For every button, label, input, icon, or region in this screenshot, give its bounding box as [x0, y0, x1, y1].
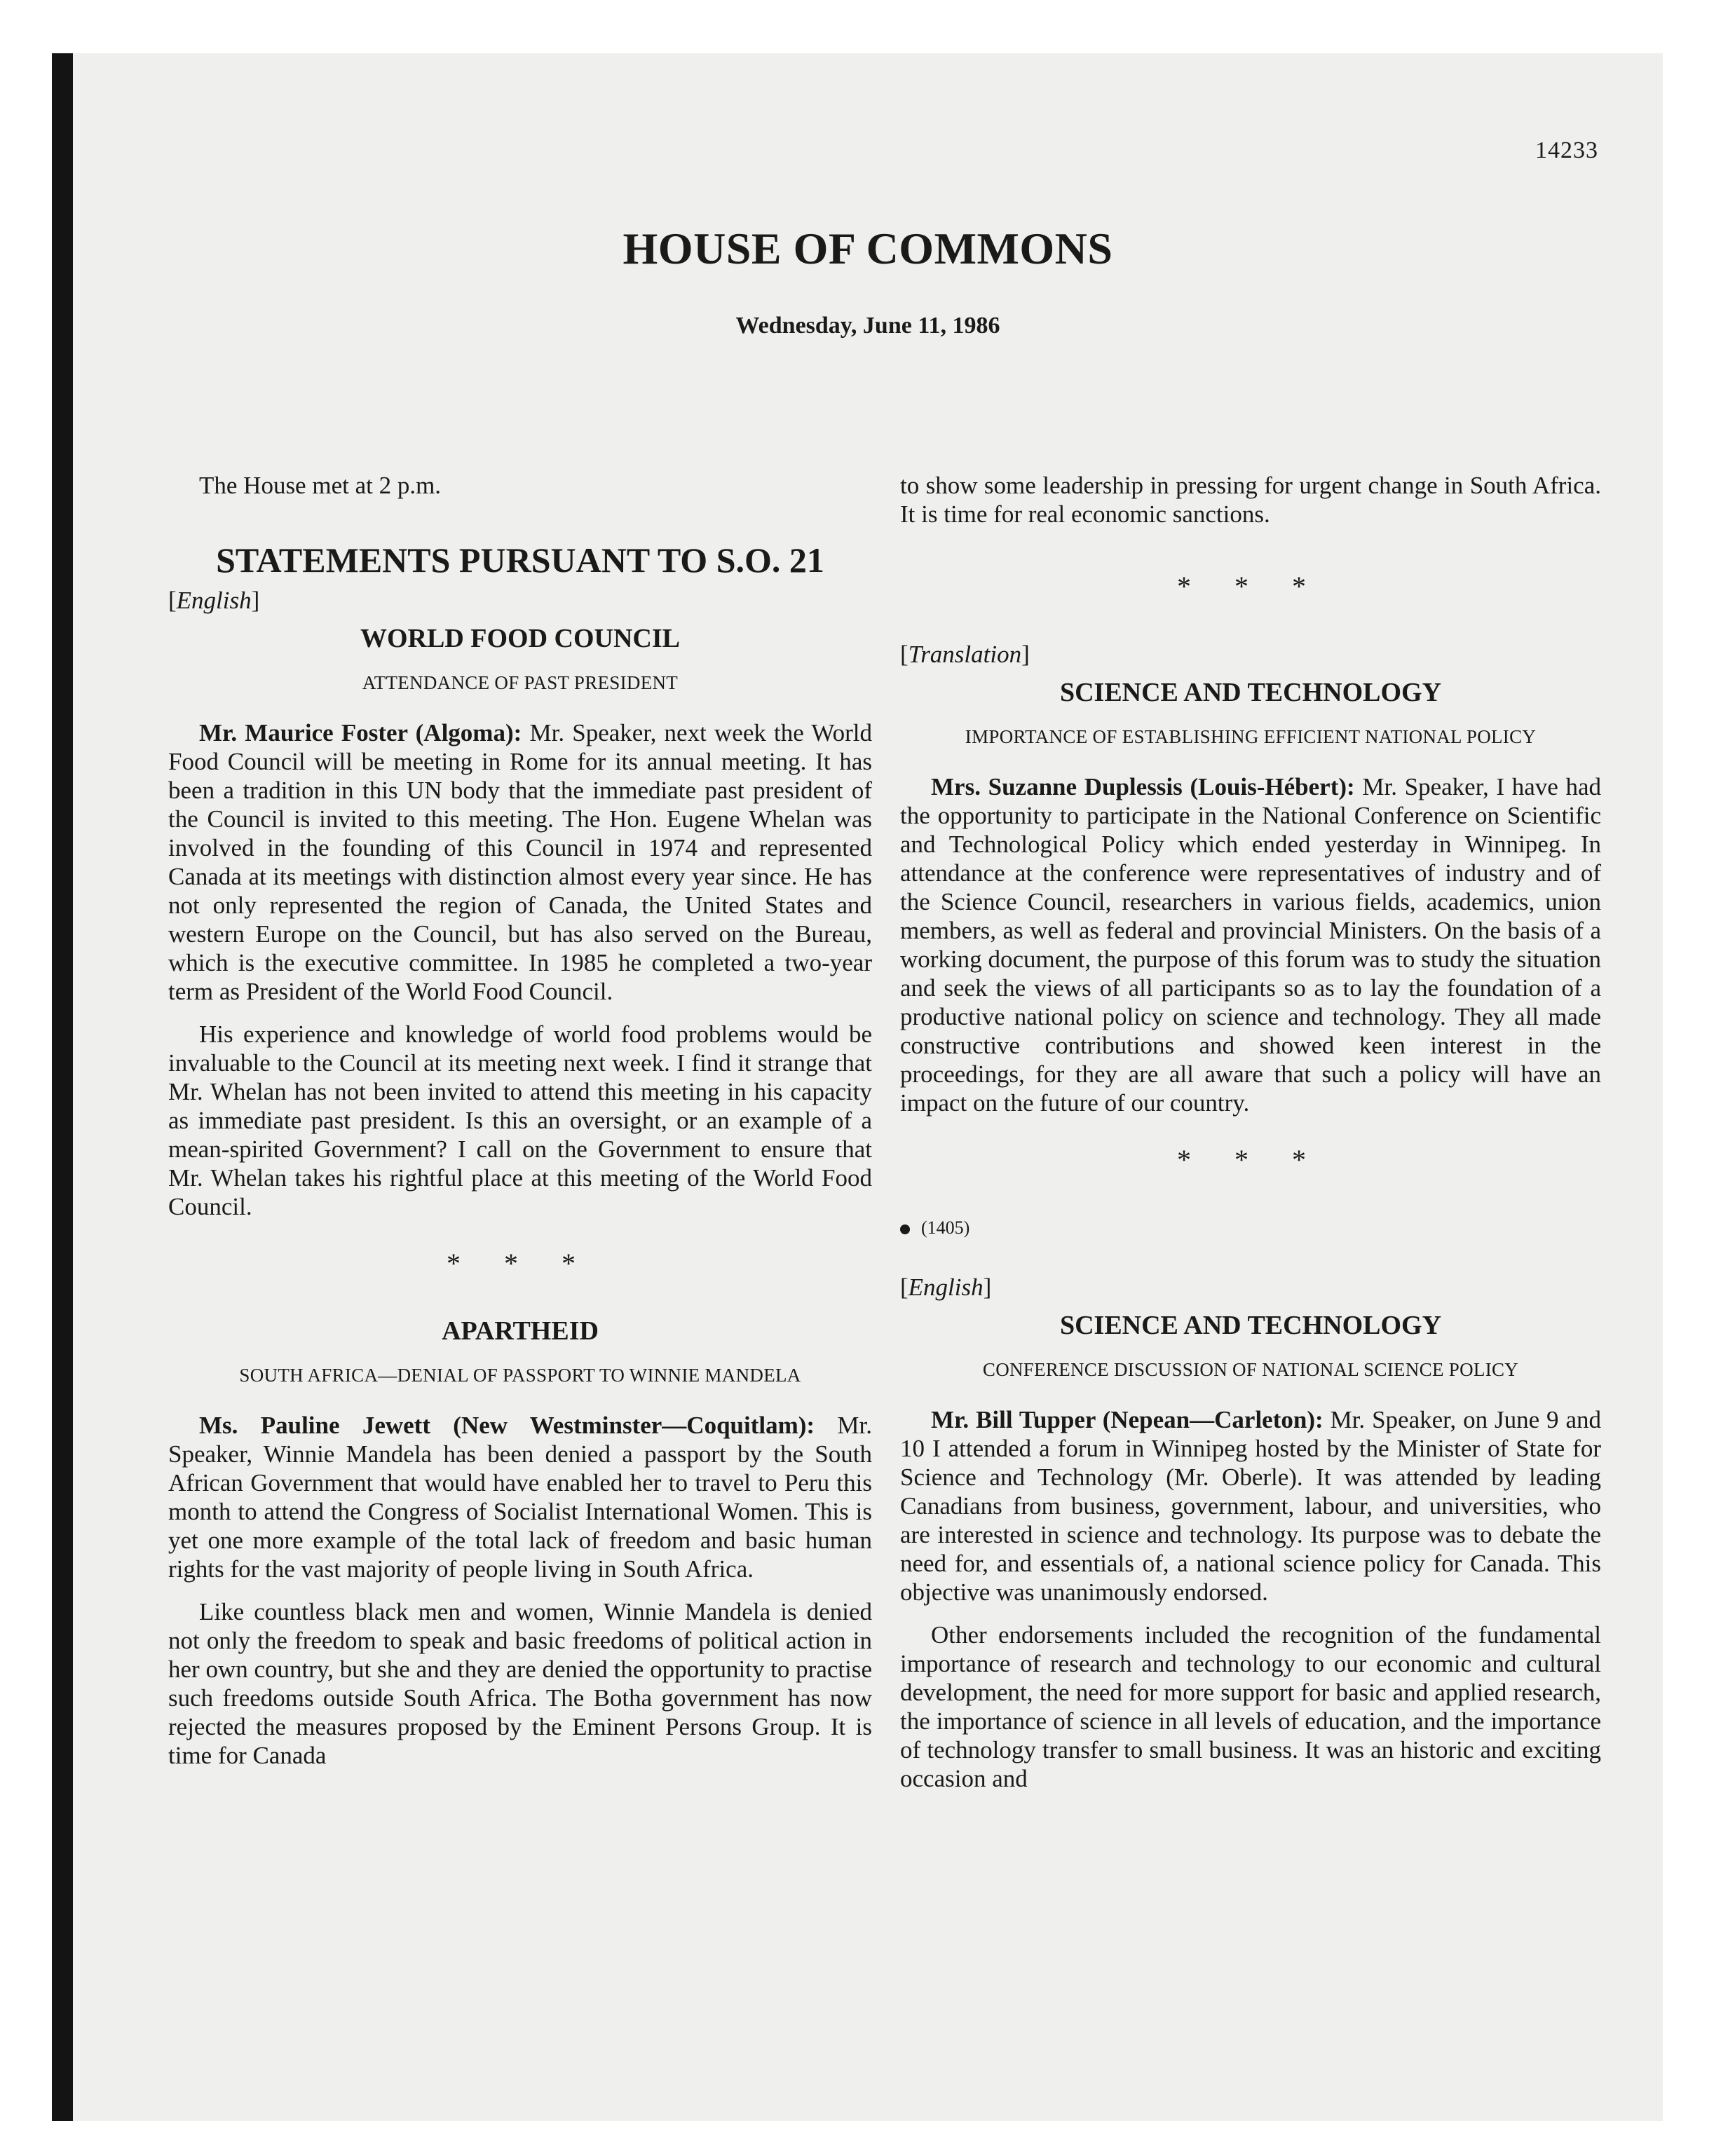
bullet-icon: [900, 1224, 910, 1234]
speaker-name: Mrs. Suzanne Duplessis (Louis-Hébert):: [931, 773, 1355, 800]
right-column: [900, 471, 1601, 1807]
time-marker-label: (1405): [921, 1217, 970, 1238]
language-label: Translation: [908, 641, 1022, 668]
item-heading-science-technology: SCIENCE AND TECHNOLOGY: [1059, 678, 1442, 707]
item-heading-apartheid: APARTHEID: [442, 1316, 599, 1346]
language-label: English: [176, 587, 252, 614]
item-subheading-passport: SOUTH AFRICA—DENIAL OF PASSPORT TO WINNIE MANDELA: [239, 1365, 801, 1386]
speaker-name: Mr. Maurice Foster (Algoma):: [199, 719, 522, 746]
language-note: [Translation]: [900, 641, 1030, 668]
section-separator: * * *: [1177, 571, 1324, 602]
language-label: English: [908, 1274, 984, 1301]
section-separator: * * *: [447, 1248, 594, 1279]
statement-foster-p1: [168, 718, 872, 1006]
item-subheading-past-president: ATTENDANCE OF PAST PRESIDENT: [362, 672, 679, 693]
item-subheading-conference: CONFERENCE DISCUSSION OF NATIONAL SCIENCE POLICY: [982, 1359, 1519, 1380]
section-title: STATEMENTS PURSUANT TO S.O. 21: [216, 540, 824, 580]
item-heading-world-food-council: WORLD FOOD COUNCIL: [360, 624, 681, 653]
statement-foster-p2: His experience and knowledge of world food problems would be invaluable to the Council at its meeting next week. I find it strange that Mr. Whelan has not been invited to attend this meeting in his capacity as immediate past president. Is this an oversight, or an example of a mean-spirited Government? I call on the Government to ensure that Mr. Whelan takes his rightful place at this meeting of the World Food Council.: [168, 1021, 872, 1220]
statement-jewett-p1: [168, 1411, 872, 1583]
speaker-name: Mr. Bill Tupper (Nepean—Carleton):: [931, 1406, 1324, 1433]
item-heading-science-technology: SCIENCE AND TECHNOLOGY: [1059, 1311, 1442, 1340]
continued-text: to show some leadership in pressing for urgent change in South Africa. It is time for real economic sanctions.: [900, 472, 1601, 528]
statement-text: Mr. Speaker, on June 9 and 10 I attended a forum in Winnipeg hosted by the Minister of State for Science and Technology (Mr. Oberle). It was attended by leading Canadians from business, government, labour, and universities, who are interested in science and technology. Its purpose was to debate the need for, and essentials of, a national science policy for Canada. This objective was unanimously endorsed.: [900, 1406, 1602, 1606]
scan-border: [0, 0, 69, 2156]
speaker-name: Ms. Pauline Jewett (New Westminster—Coquitlam):: [199, 1412, 815, 1439]
statement-tupper-p2: Other endorsements included the recognition of the fundamental importance of research and technology to our economic and cultural development, the need for more support for basic and applied research, the importance of science in all levels of education, and the importance of technology transfer to small business. It was an historic and exciting occasion and: [900, 1621, 1601, 1792]
statement-jewett-p2: Like countless black men and women, Winnie Mandela is denied not only the freedom to speak and basic freedoms of political action in her own country, but she and they are denied the opportunity to practise such freedoms outside South Africa. The Botha government has now rejected the measures proposed by the Eminent Persons Group. It is time for Canada: [168, 1598, 872, 1769]
left-column: [168, 471, 872, 1784]
statement-tupper-p1: [900, 1405, 1601, 1606]
masthead: HOUSE OF COMMONS: [622, 224, 1113, 273]
statement-text: Mr. Speaker, I have had the opportunity to participate in the National Conference on Scientific and Technological Policy which ended yesterday in Winnipeg. In attendance at the conference were representatives of industry and of the Science Council, researchers in various fields, academics, union members, as well as federal and provincial Ministers. On the basis of a working document, the purpose of this forum was to study the situation and seek the views of all participants so as to lay the foundation of a productive national policy on science and technology. They all made constructive contributions and showed keen interest in the proceedings, for they are all aware that such a policy will have an impact on the future of our country.: [900, 773, 1602, 1117]
section-separator: * * *: [1177, 1144, 1324, 1175]
language-note: [English]: [168, 587, 260, 614]
statement-text: Mr. Speaker, next week the World Food Council will be meeting in Rome for its annual meeting. It has been a tradition in this UN body that the immediate past president of the Council is invited to this meeting. The Hon. Eugene Whelan was involved in the founding of this Council in 1974 and represented Canada at its meetings with distinction almost every year since. He has not only represented the region of Canada, the United States and western Europe on the Council, but has also served on the Bureau, which is the executive committee. In 1985 he completed a two-year term as President of the World Food Council.: [168, 719, 872, 1005]
opening-line: The House met at 2 p.m.: [199, 472, 442, 499]
statement-text: Mr. Speaker, Winnie Mandela has been denied a passport by the South African Government that would have enabled her to travel to Peru this month to attend the Congress of Socialist International Women. This is yet one more example of the total lack of freedom and basic human rights for the vast majority of people living in South Africa.: [168, 1412, 873, 1583]
language-note: [English]: [900, 1274, 992, 1301]
sitting-date: Wednesday, June 11, 1986: [735, 313, 1000, 339]
statement-duplessis-p1: [900, 772, 1601, 1117]
item-subheading-national-policy: IMPORTANCE OF ESTABLISHING EFFICIENT NATIONAL POLICY: [965, 726, 1537, 747]
page-number: 14233: [1535, 137, 1598, 163]
scan-shadow-bar: [52, 53, 73, 2121]
time-marker: [900, 1213, 1601, 1242]
